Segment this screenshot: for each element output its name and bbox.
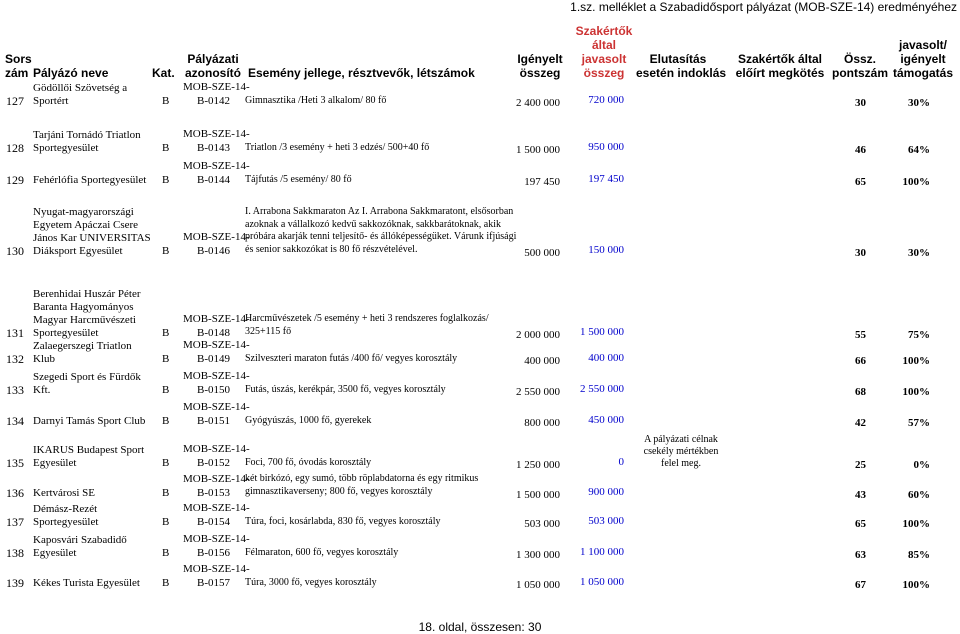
total-score: 43 — [855, 489, 866, 501]
row-number: 127 — [6, 94, 24, 108]
applicant-name — [33, 534, 127, 560]
applicant-name-line: Szegedi Sport és Fürdők — [33, 371, 141, 383]
requested-amount: 800 000 — [524, 417, 560, 429]
proposed-amount: 900 000 — [588, 486, 624, 498]
total-score: 68 — [855, 386, 866, 398]
event-description — [245, 142, 429, 155]
category: B — [162, 415, 170, 427]
proposed-amount: 1 100 000 — [580, 546, 624, 558]
event-description-line: két birkózó, egy sumó, több röplabdatorna és egy ritmikus — [245, 473, 479, 484]
proposed-amount: 1 050 000 — [580, 576, 624, 588]
application-id — [183, 312, 250, 340]
support-ratio: 85% — [908, 549, 930, 561]
event-description-line: Félmaraton, 600 fő, vegyes korosztály — [245, 547, 399, 558]
support-ratio: 100% — [902, 518, 930, 530]
application-id-line: B-0150 — [197, 384, 230, 396]
support-ratio: 75% — [908, 329, 930, 341]
applicant-name — [33, 129, 141, 155]
col-rejection-header: Elutasítás esetén indoklás — [636, 52, 727, 80]
requested-amount: 500 000 — [524, 247, 560, 259]
applicant-name-line: Kékes Turista Egyesület — [33, 577, 140, 589]
applicant-name — [33, 340, 132, 366]
applicant-name-line: Kaposvári Szabadidő — [33, 534, 127, 546]
requested-amount: 2 550 000 — [516, 386, 560, 398]
application-id-line: B-0152 — [197, 457, 230, 469]
applicant-name-line: Berenhidai Huszár Péter — [33, 288, 141, 300]
application-id-line: B-0151 — [197, 415, 230, 427]
category: B — [162, 487, 170, 499]
category: B — [162, 547, 170, 559]
proposed-amount: 2 550 000 — [580, 383, 624, 395]
support-ratio: 57% — [908, 417, 930, 429]
col-event-header: Esemény jellege, résztvevők, létszámok — [248, 66, 475, 80]
applicant-name — [33, 82, 127, 108]
event-description-line: Harcművészetek /5 esemény + heti 3 rendszeres foglalkozás/ — [245, 313, 489, 324]
application-id-line: B-0144 — [197, 174, 230, 186]
event-description-line: Triatlon /3 esemény + heti 3 edzés/ 500+40 fő — [245, 142, 430, 153]
applicant-name-line: Klub — [33, 353, 55, 365]
applicant-name — [33, 577, 140, 590]
col-sorszam-header: Sors zám — [5, 52, 32, 80]
category: B — [162, 577, 170, 589]
event-description-line: próbára akarják tenni teljesítő- és állóképességüket. Várunk ifjúsági — [245, 231, 517, 242]
proposed-amount: 400 000 — [588, 352, 624, 364]
application-id — [183, 400, 250, 428]
event-description-line: Foci, 700 fő, óvodás korosztály — [245, 457, 372, 468]
applicant-name — [33, 288, 141, 340]
application-id-line: MOB-SZE-14- — [183, 563, 250, 575]
col-condition-header: Szakértők által előírt megkötés — [735, 52, 825, 80]
category: B — [162, 245, 170, 257]
category: B — [162, 353, 170, 365]
support-ratio: 100% — [902, 355, 930, 367]
event-description — [245, 174, 352, 187]
total-score: 25 — [855, 459, 866, 471]
applicant-name-line: Tarjáni Tornádó Triatlon — [33, 129, 141, 141]
requested-amount: 2 400 000 — [516, 97, 560, 109]
applicant-name — [33, 444, 144, 470]
applicant-name-line: Démász-Rezét — [33, 503, 98, 515]
row-number: 132 — [6, 352, 24, 366]
row-number: 137 — [6, 515, 24, 529]
support-ratio: 64% — [908, 144, 930, 156]
category: B — [162, 457, 170, 469]
proposed-amount: 450 000 — [588, 414, 624, 426]
applicant-name-line: IKARUS Budapest Sport — [33, 444, 145, 456]
proposed-amount: 150 000 — [588, 244, 624, 256]
applicant-name-line: Sportegyesület — [33, 142, 99, 154]
event-description-line: Túra, 3000 fő, vegyes korosztály — [245, 577, 377, 588]
row-number: 135 — [6, 456, 24, 470]
event-description-line: és senior sakkozókat is 80 fő részvételével. — [245, 243, 418, 255]
requested-amount: 2 000 000 — [516, 329, 560, 341]
event-description — [245, 457, 371, 470]
event-description — [245, 384, 446, 397]
total-score: 67 — [855, 579, 866, 591]
applicant-name-line: Nyugat-magyarországi — [33, 206, 134, 218]
total-score: 65 — [855, 518, 866, 530]
total-score: 30 — [855, 247, 866, 259]
category: B — [162, 516, 170, 528]
requested-amount: 1 500 000 — [516, 144, 560, 156]
support-ratio: 30% — [908, 97, 930, 109]
category: B — [162, 384, 170, 396]
support-ratio: 100% — [902, 386, 930, 398]
support-ratio: 30% — [908, 247, 930, 259]
event-description-line: Gyógyúszás, 1000 fő, gyerekek — [245, 415, 372, 426]
application-id-line: B-0142 — [197, 95, 230, 107]
requested-amount: 1 500 000 — [516, 489, 560, 501]
applicant-name-line: Zalaegerszegi Triatlon — [33, 340, 132, 352]
applicant-name-line: János Kar UNIVERSITAS — [33, 232, 151, 244]
application-id-line: MOB-SZE-14- — [183, 160, 250, 172]
applicant-name-line: Fehérlófia Sportegyesület — [33, 174, 147, 186]
row-number: 130 — [6, 244, 24, 258]
row-number: 136 — [6, 486, 24, 500]
event-description — [245, 547, 398, 560]
applicant-name-line: Kft. — [33, 384, 51, 396]
requested-amount: 1 300 000 — [516, 549, 560, 561]
proposed-amount: 1 500 000 — [580, 326, 624, 338]
application-id-line: MOB-SZE-14- — [183, 533, 250, 545]
applicant-name-line: Darnyi Tamás Sport Club — [33, 415, 146, 427]
application-id — [183, 369, 250, 397]
proposed-amount: 197 450 — [588, 173, 624, 185]
event-description — [245, 313, 489, 338]
total-score: 66 — [855, 355, 866, 367]
event-description-line: azoknak a vállalkozó kedvű sakkozóknak, sakkbarátoknak, akik — [245, 218, 502, 230]
application-id — [183, 80, 250, 108]
total-score: 63 — [855, 549, 866, 561]
requested-amount: 1 050 000 — [516, 579, 560, 591]
requested-amount: 400 000 — [524, 355, 560, 367]
application-id-line: MOB-SZE-14- — [183, 443, 250, 455]
event-description-line: Szilveszteri maraton futás /400 fő/ vegyes korosztály — [245, 353, 458, 364]
total-score: 30 — [855, 97, 866, 109]
applicant-name — [33, 206, 151, 258]
total-score: 55 — [855, 329, 866, 341]
proposed-amount: 0 — [618, 456, 624, 468]
support-ratio: 100% — [902, 176, 930, 188]
application-id-line: MOB-SZE-14- — [183, 128, 250, 140]
application-id-line: B-0154 — [197, 516, 230, 528]
row-number: 138 — [6, 546, 24, 560]
rejection-reason-line: csekély mértékben — [643, 446, 719, 457]
event-description — [245, 95, 386, 108]
application-id — [183, 442, 250, 470]
application-id — [183, 472, 250, 500]
rejection-reason — [626, 434, 736, 470]
event-description-line: Gimnasztika /Heti 3 alkalom/ 80 fő — [245, 95, 387, 106]
col-kat-header: Kat. — [152, 66, 175, 80]
applicant-name-line: Egyesület — [33, 547, 77, 559]
event-description-line: I. Arrabona Sakkmaraton Az I. Arrabona Sakkmaratont, elsősorban — [245, 206, 514, 217]
application-id — [183, 127, 250, 155]
applicant-name-line: Diáksport Egyesület — [33, 245, 123, 257]
event-description — [245, 473, 478, 498]
event-description — [245, 516, 441, 529]
applicant-name — [33, 415, 145, 428]
col-ratio-header: javasolt/ igényelt támogatás — [892, 38, 954, 80]
col-name-header: Pályázó neve — [33, 66, 109, 80]
event-description-line: Tájfutás /5 esemény/ 80 fő — [245, 174, 352, 185]
col-id-header: Pályázati azonosító — [185, 52, 241, 80]
application-id-line: MOB-SZE-14- — [183, 502, 250, 514]
requested-amount: 503 000 — [524, 518, 560, 530]
event-description — [245, 415, 371, 428]
applicant-name-line: Sportegyesület — [33, 327, 99, 339]
application-id-line: MOB-SZE-14- — [183, 81, 250, 93]
proposed-amount: 503 000 — [588, 515, 624, 527]
applicant-name-line: Magyar Harcművészeti — [33, 314, 136, 326]
page-footer: 18. oldal, összesen: 30 — [418, 620, 542, 634]
category: B — [162, 327, 170, 339]
col-requested-header: Igényelt összeg — [517, 52, 563, 80]
application-id — [183, 562, 250, 590]
application-id-line: B-0143 — [197, 142, 230, 154]
support-ratio: 100% — [902, 579, 930, 591]
row-number: 133 — [6, 383, 24, 397]
row-number: 128 — [6, 141, 24, 155]
application-id-line: B-0156 — [197, 547, 230, 559]
application-id — [183, 501, 250, 529]
applicant-name-line: Baranta Hagyományos — [33, 301, 134, 313]
support-ratio: 0% — [913, 459, 930, 471]
support-ratio: 60% — [908, 489, 930, 501]
col-proposed-header: Szakértők által javasolt összeg — [575, 24, 633, 80]
application-id-line: B-0146 — [197, 245, 230, 257]
row-number: 139 — [6, 576, 24, 590]
proposed-amount: 950 000 — [588, 141, 624, 153]
applicant-name — [33, 174, 146, 187]
application-id-line: B-0148 — [197, 327, 230, 339]
applicant-name — [33, 503, 98, 529]
event-description — [245, 577, 377, 590]
event-description-line: Futás, úszás, kerékpár, 3500 fő, vegyes korosztály — [245, 384, 446, 395]
requested-amount: 197 450 — [524, 176, 560, 188]
applicant-name-line: Egyetem Apáczai Csere — [33, 219, 139, 231]
event-description-line: Túra, foci, kosárlabda, 830 fő, vegyes korosztály — [245, 516, 441, 527]
applicant-name-line: Egyesület — [33, 457, 77, 469]
total-score: 42 — [855, 417, 866, 429]
application-id-line: MOB-SZE-14- — [183, 339, 250, 351]
application-id-line: B-0157 — [197, 577, 230, 589]
application-id-line: MOB-SZE-14- — [183, 313, 250, 325]
applicant-name-line: Sportért — [33, 95, 69, 107]
application-id — [183, 230, 250, 258]
event-description — [245, 353, 457, 366]
applicant-name-line: Sportegyesület — [33, 516, 99, 528]
application-id-line: MOB-SZE-14- — [183, 231, 250, 243]
application-id-line: MOB-SZE-14- — [183, 473, 250, 485]
category: B — [162, 142, 170, 154]
application-id-line: MOB-SZE-14- — [183, 370, 250, 382]
applicant-name-line: Gödöllői Szövetség a — [33, 82, 128, 94]
rejection-reason-line: A pályázati célnak — [644, 434, 718, 445]
event-description-line: 325+115 fő — [245, 325, 292, 337]
applicant-name — [33, 487, 95, 500]
document-annex-title: 1.sz. melléklet a Szabadidősport pályázat (MOB-SZE-14) eredményéhez — [570, 0, 957, 14]
application-id — [183, 159, 250, 187]
row-number: 134 — [6, 414, 24, 428]
applicant-name — [33, 371, 141, 397]
row-number: 131 — [6, 326, 24, 340]
rejection-reason-line: felel meg. — [661, 458, 701, 469]
total-score: 46 — [855, 144, 866, 156]
proposed-amount: 720 000 — [588, 94, 624, 106]
applicant-name-line: Kertvárosi SE — [33, 487, 96, 499]
application-id — [183, 532, 250, 560]
col-score-header: Össz. pontszám — [832, 52, 889, 80]
event-description-line: gimnasztikaverseny; 800 fő, vegyes korosztály — [245, 485, 433, 497]
category: B — [162, 174, 170, 186]
total-score: 65 — [855, 176, 866, 188]
event-description — [245, 206, 516, 256]
application-id — [183, 338, 250, 366]
category: B — [162, 95, 170, 107]
application-id-line: B-0153 — [197, 487, 230, 499]
application-id-line: B-0149 — [197, 353, 230, 365]
requested-amount: 1 250 000 — [516, 459, 560, 471]
row-number: 129 — [6, 173, 24, 187]
application-id-line: MOB-SZE-14- — [183, 401, 250, 413]
